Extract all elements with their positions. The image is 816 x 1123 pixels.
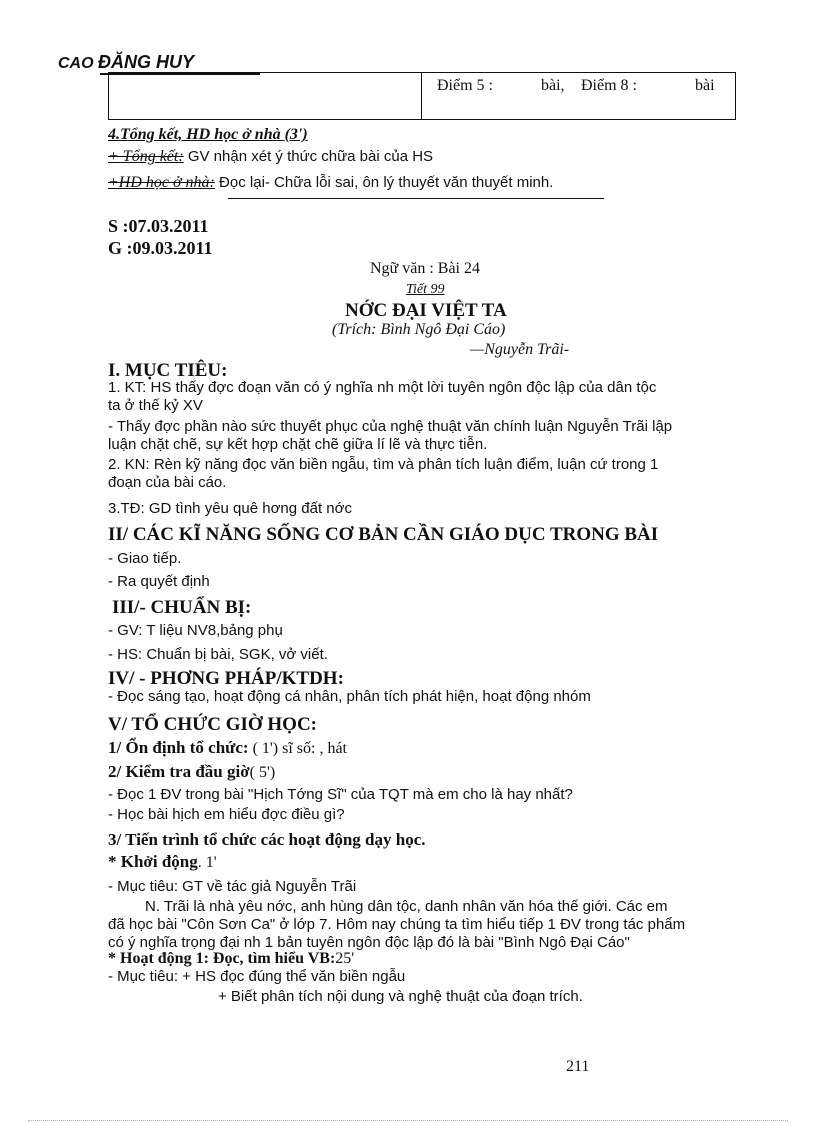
score-table-divider xyxy=(421,73,422,119)
header-name-small: CAO xyxy=(58,55,94,72)
kn-line-1: 2. KN: Rèn kỹ năng đọc văn biền ngẫu, tìm và phân tích luận điểm, luận cứ trong 1 xyxy=(108,456,659,473)
ki-nang-heading: II/ CÁC KĨ NĂNG SỐNG CƠ BẢN CẦN GIÁO DỤC TRONG BÀI xyxy=(108,524,659,545)
paragraph-line-1: N. Trãi là nhà yêu nớc, anh hùng dân tộc, danh nhân văn hóa thế giới. Các em xyxy=(145,898,668,915)
hoat-dong-1-time: 25' xyxy=(335,950,355,967)
on-dinh-text: ( 1') sĩ số: , hát xyxy=(252,740,347,757)
page-number: 211 xyxy=(566,1058,590,1075)
hoat-dong-1-label: * Hoạt động 1: Đọc, tìm hiểu VB: xyxy=(108,950,336,967)
kiem-tra-q2: - Học bài hịch em hiểu đợc điều gì? xyxy=(108,806,345,823)
hd-hoc-label: +HD học ở nhà: xyxy=(108,174,215,191)
khoi-dong-time: . 1' xyxy=(197,854,217,871)
muc-tieu-heading: I. MỤC TIÊU: xyxy=(108,360,228,381)
on-dinh-line xyxy=(108,738,347,758)
paragraph-line-2: đã học bài "Côn Sơn Ca" ở lớp 7. Hôm nay chúng ta tìm hiểu tiếp 1 ĐV trong tác phẩm xyxy=(108,916,686,933)
lesson-author: —Nguyễn Trãi- xyxy=(470,341,570,358)
chuan-bi-gv: - GV: T liệu NV8,bảng phụ xyxy=(108,622,283,639)
kiem-tra-q1: - Đọc 1 ĐV trong bài "Hịch Tớng Sĩ" của TQT mà em cho là hay nhất? xyxy=(108,786,573,803)
ki-nang-item-1: - Giao tiếp. xyxy=(108,550,182,567)
kt-line-1: 1. KT: HS thấy đợc đoạn văn có ý nghĩa nh một lời tuyên ngôn độc lập của dân tộc xyxy=(108,379,657,396)
muc-tieu-2b: + Biết phân tích nội dung và nghệ thuật của đoạn trích. xyxy=(218,988,583,1005)
hd-hoc-text: Đọc lại- Chữa lỗi sai, ôn lý thuyết văn thuyết minh. xyxy=(219,174,554,191)
summary-heading: 4.Tổng kết, HD học ở nhà (3') xyxy=(108,126,308,143)
kiem-tra-label: 2/ Kiểm tra đầu giờ xyxy=(108,762,250,781)
score-bai1: bài, xyxy=(541,77,565,94)
score-bai2: bài xyxy=(695,77,715,94)
to-chuc-heading: V/ TỔ CHỨC GIỜ HỌC: xyxy=(108,714,318,735)
lesson-source: (Trích: Bình Ngô Đại Cáo) xyxy=(332,321,506,338)
score-diem8: Điểm 8 : xyxy=(581,77,637,94)
phuong-phap-text: - Đọc sáng tạo, hoạt động cá nhân, phân tích phát hiện, hoạt động nhóm xyxy=(108,688,591,705)
muc-tieu-gt: - Mục tiêu: GT về tác giả Nguyễn Trãi xyxy=(108,878,357,895)
khoi-dong-label: * Khởi động xyxy=(108,852,198,871)
score-diem5: Điểm 5 : xyxy=(437,77,493,94)
tong-ket-label: + Tổng kết: xyxy=(108,148,184,165)
muc-tieu-2a: - Mục tiêu: + HS đọc đúng thể văn biền ngẫu xyxy=(108,968,406,985)
kiem-tra-time: ( 5') xyxy=(249,764,276,781)
date-giang: G :09.03.2011 xyxy=(108,238,213,258)
phuong-phap-heading: IV/ - PHƠNG PHÁP/KTDH: xyxy=(108,668,344,689)
kn-line-2: đoạn của bài cáo. xyxy=(108,474,227,491)
lesson-title: NỚC ĐẠI VIỆT TA xyxy=(345,300,507,321)
kiem-tra-line xyxy=(108,762,275,782)
author-header xyxy=(58,52,194,73)
hoat-dong-1-line xyxy=(108,950,354,968)
khoi-dong-line xyxy=(108,852,217,872)
header-name-big: ĐĂNG HUY xyxy=(98,52,195,72)
tien-trinh-label: 3/ Tiến trình tổ chức các hoạt động dạy học. xyxy=(108,830,426,849)
paragraph-line-3: có ý nghĩa trọng đại nh 1 bản tuyên ngôn độc lập đó là bài "Bình Ngô Đại Cáo" xyxy=(108,934,630,951)
summary-hd-hoc xyxy=(108,174,553,192)
td-line: 3.TĐ: GD tình yêu quê hơng đất nớc xyxy=(108,500,352,517)
kt-line-2: ta ở thế kỷ XV xyxy=(108,397,203,414)
summary-tong-ket xyxy=(108,148,433,166)
on-dinh-label: 1/ Ổn định tổ chức: xyxy=(108,738,249,757)
lesson-tiet: Tiết 99 xyxy=(406,282,445,297)
ki-nang-item-2: - Ra quyết định xyxy=(108,573,210,590)
tong-ket-text: GV nhận xét ý thức chữa bài của HS xyxy=(187,148,434,165)
chuan-bi-heading: III/- CHUẨN BỊ: xyxy=(112,597,252,618)
kt-line-4: luận chặt chẽ, sự kết hợp chặt chẽ giữa lí lẽ và thực tiễn. xyxy=(108,436,488,453)
date-soan: S :07.03.2011 xyxy=(108,216,209,236)
lesson-subject: Ngữ văn : Bài 24 xyxy=(370,260,480,277)
chuan-bi-hs: - HS: Chuẩn bị bài, SGK, vở viết. xyxy=(108,646,328,663)
kt-line-3: - Thấy đợc phần nào sức thuyết phục của nghệ thuật văn chính luận Nguyễn Trãi lập xyxy=(108,418,673,435)
summary-rule xyxy=(228,198,604,199)
page-bottom-border xyxy=(28,1120,788,1121)
score-table xyxy=(108,72,736,120)
